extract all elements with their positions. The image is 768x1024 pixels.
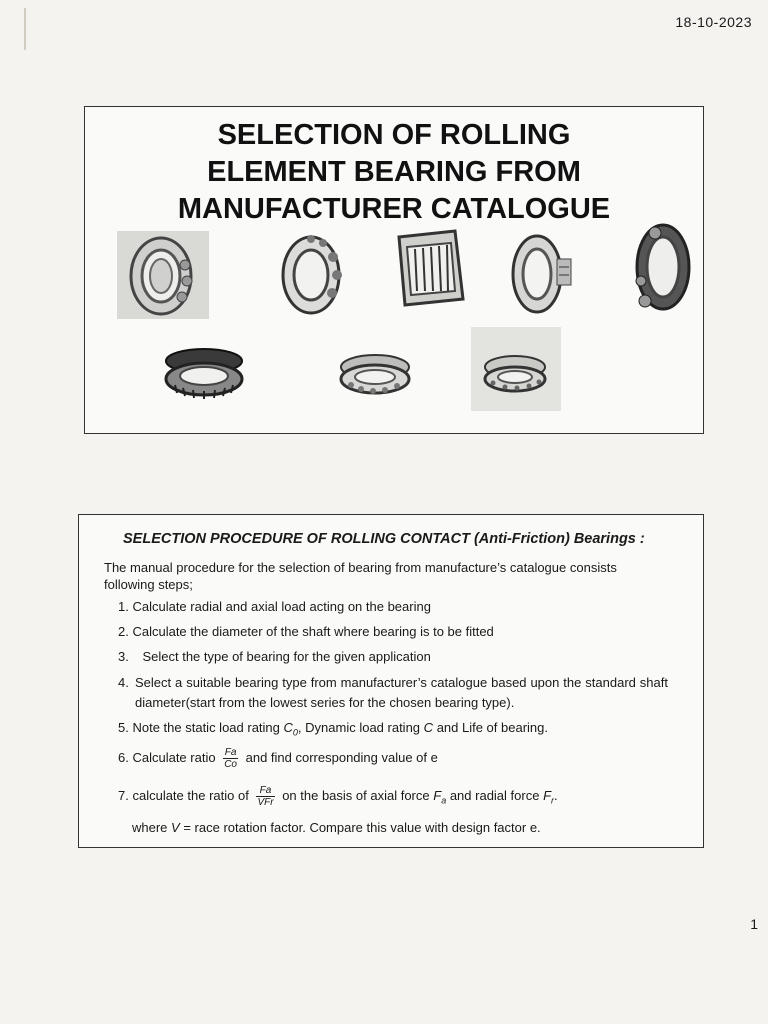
ratio-fraction (223, 747, 238, 770)
procedure-slide (78, 514, 704, 848)
slide-title (85, 117, 703, 228)
symbol-fr (543, 787, 555, 806)
step-text: Calculate radial and axial load acting on the bearing (132, 599, 431, 614)
thrust-roller-bearing-image (163, 343, 245, 405)
ratio-fraction (256, 785, 274, 808)
step-number: 1. (118, 599, 129, 614)
symbol: F (543, 787, 552, 803)
symbol-c: C (423, 720, 434, 735)
date-label: 18-10-2023 (675, 14, 752, 30)
step-6 (118, 747, 438, 770)
spherical-roller-bearing-image (627, 221, 695, 315)
step-text: Select a suitable bearing type from manufacturer’s catalogue based upon the standard shaft diameter(start from the lowest series for the chosen bearing type). (135, 675, 668, 710)
step-4 (118, 673, 668, 713)
step-number: 2. (118, 624, 129, 639)
step-text: and Life of bearing. (436, 720, 548, 735)
step-text: where (132, 820, 168, 835)
subscript: a (441, 795, 447, 806)
fraction-denominator: VFr (257, 797, 274, 808)
step-1 (118, 597, 431, 617)
cylindrical-thrust-bearing-image (471, 327, 561, 411)
fraction-numerator: Fa (224, 747, 237, 758)
step-number: 3. (118, 649, 129, 664)
step-text: on the basis of axial force (282, 787, 430, 803)
step-text: = race rotation factor. Compare this value with design factor e. (183, 820, 541, 835)
step-number: 4. (118, 675, 129, 690)
step-3 (118, 647, 431, 667)
step-7 (118, 785, 558, 811)
step-number: 7. (118, 787, 129, 803)
procedure-heading: SELECTION PROCEDURE OF ROLLING CONTACT (Anti-Friction) Bearings : (123, 531, 645, 547)
symbol-fa (433, 787, 447, 806)
step-text: Note the static load rating (132, 720, 280, 735)
step-number: 6. (118, 749, 129, 765)
angular-contact-bearing-image (275, 231, 355, 319)
subscript: 0 (292, 727, 298, 738)
step-7-note (132, 818, 541, 838)
title-line-3: MANUFACTURER CATALOGUE (177, 193, 611, 225)
fraction-denominator: Co (224, 759, 237, 770)
tapered-roller-bearing-image (507, 229, 577, 319)
title-line-1: SELECTION OF ROLLING (217, 119, 571, 151)
step-text: calculate the ratio of (132, 787, 249, 803)
page-number: 1 (750, 916, 758, 932)
symbol-v: V (171, 820, 180, 835)
title-slide (84, 106, 704, 434)
step-text: . (554, 787, 558, 803)
step-2 (118, 622, 494, 642)
thrust-ball-bearing-image (337, 347, 413, 403)
step-text: Calculate ratio (132, 749, 216, 765)
procedure-intro: The manual procedure for the selection of bearing from manufacture’s catalogue consists following steps; (104, 560, 617, 592)
needle-roller-bearing-image (385, 225, 471, 309)
step-text: , Dynamic load rating (297, 720, 421, 735)
margin-mark (24, 8, 26, 50)
step-text: Calculate the diameter of the shaft where bearing is to be fitted (132, 624, 494, 639)
step-text: and find corresponding value of e (245, 749, 438, 765)
symbol: C (283, 720, 293, 735)
step-text: Select the type of bearing for the given application (142, 649, 431, 664)
step-5 (118, 718, 548, 743)
step-number: 5. (118, 720, 129, 735)
ball-bearing-image (117, 231, 209, 319)
subscript: r (551, 795, 555, 806)
symbol: F (433, 787, 442, 803)
fraction-numerator: Fa (256, 785, 274, 797)
step-text: and radial force (449, 787, 540, 803)
title-line-2: ELEMENT BEARING FROM (207, 156, 581, 188)
symbol-c0 (283, 720, 298, 738)
